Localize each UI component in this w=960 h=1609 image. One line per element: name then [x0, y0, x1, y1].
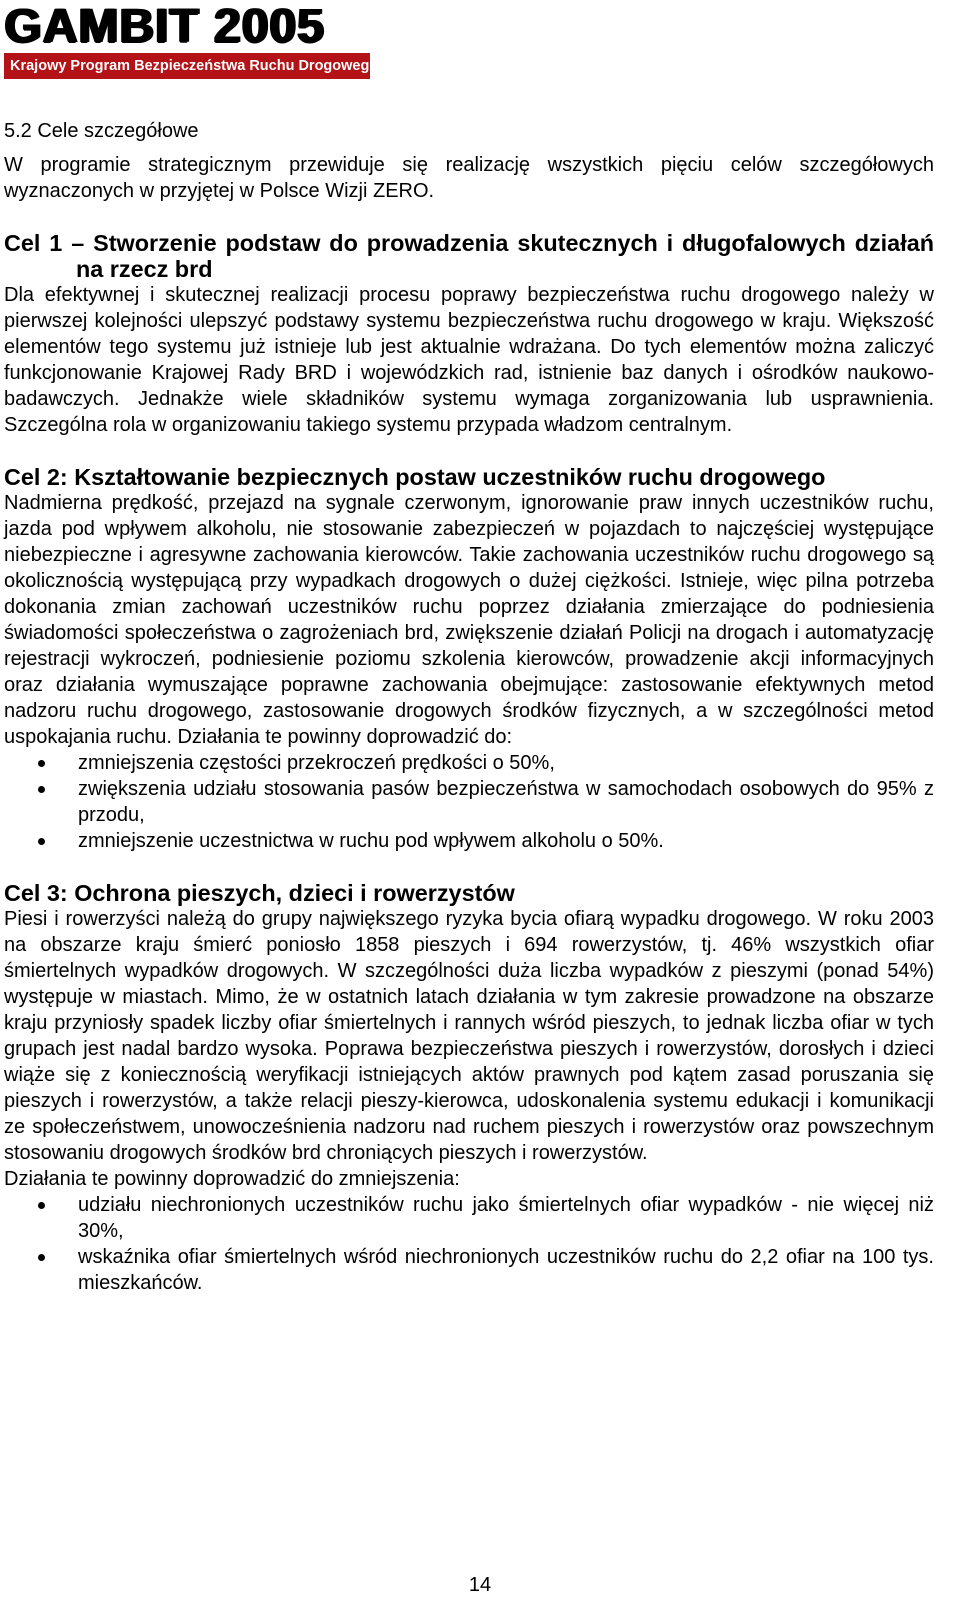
logo-subtitle: Krajowy Program Bezpieczeństwa Ruchu Drogowego: [4, 53, 370, 79]
spacer: [4, 854, 934, 880]
list-item-text: zmniejszenia częstości przekroczeń prędkości o 50%,: [78, 752, 555, 774]
goal-2-bullet-list: [4, 750, 934, 854]
list-item-text: zmniejszenie uczestnictwa w ruchu pod wpływem alkoholu o 50%.: [78, 830, 664, 852]
spacer: [4, 204, 934, 230]
list-item: [4, 1192, 934, 1244]
bullet-icon: [38, 838, 45, 845]
document-body: [4, 118, 934, 1296]
bullet-icon: [38, 786, 45, 793]
bullet-icon: [38, 1254, 45, 1261]
list-item-text: wskaźnika ofiar śmiertelnych wśród niechronionych uczestników ruchu do 2,2 ofiar na 100 tys. mieszkańców.: [78, 1246, 934, 1294]
goal-3-body: Piesi i rowerzyści należą do grupy największego ryzyka bycia ofiarą wypadku drogowego. W roku 2003 na obszarze kraju śmierć poniosło 1858 pieszych i 694 rowerzystów, tj. 46% wszystkich ofiar śmiertelnych wypadków drogowych. W szczególności duża liczba wypadków z pieszymi (ponad 54%) występuje w miastach. Mimo, że w ostatnich latach działania w tym zakresie prowadzone na obszarze kraju przyniosły spadek liczby ofiar śmiertelnych i rannych wśród pieszych, to jednak liczba ofiar w tych grupach jest nadal bardzo wysoka. Poprawa bezpieczeństwa pieszych i rowerzystów, dorosłych i dzieci wiąże się z koniecznością weryfikacji istniejących aktów prawnych pod kątem zasad poruszania się pieszych i rowerzystów, a także relacji pieszy-kierowca, udoskonalenia systemu edukacji i komunikacji ze społeczeństwem, unowocześnienia nadzoru nad ruchem pieszych i rowerzystów oraz powszechnym stosowaniu drogowych środków brd chroniących pieszych i rowerzystów.: [4, 908, 934, 1164]
list-item-text: udziału niechronionych uczestników ruchu jako śmiertelnych ofiar wypadków - nie więcej niż 30%,: [78, 1194, 934, 1242]
page-number: 14: [468, 1574, 492, 1596]
list-item: [4, 828, 934, 854]
section-title: 5.2 Cele szczegółowe: [4, 120, 199, 142]
goal-1-title: Cel 1 – Stworzenie podstaw do prowadzenia skutecznych i długofalowych działań na rzecz brd: [4, 230, 934, 282]
goal-2-title: Cel 2: Kształtowanie bezpiecznych postaw uczestników ruchu drogowego: [4, 464, 826, 490]
list-item-text: zwiększenia udziału stosowania pasów bezpieczeństwa w samochodach osobowych do 95% z przodu,: [78, 778, 934, 826]
list-item: [4, 1244, 934, 1296]
goal-3-lead: Działania te powinny doprowadzić do zmniejszenia:: [4, 1168, 460, 1190]
bullet-icon: [38, 1202, 45, 1209]
gambit-logo: [4, 0, 379, 80]
bullet-icon: [38, 760, 45, 767]
list-item: [4, 750, 934, 776]
logo-title: GAMBIT 2005: [4, 0, 325, 53]
goal-2-body: Nadmierna prędkość, przejazd na sygnale czerwonym, ignorowanie praw innych uczestników ruchu, jazda pod wpływem alkoholu, nie stosowanie zabezpieczeń w pojazdach to najczęściej występujące niebezpieczne i agresywne zachowania kierowców. Takie zachowania uczestników ruchu drogowego są okolicznością występującą przy wypadkach drogowych o dużej ciężkości. Istnieje, więc pilna potrzeba dokonania zmian zachowań uczestników ruchu poprzez działania zmierzające do podniesienia świadomości społeczeństwa o zagrożeniach brd, zwiększenie działań Policji na drogach i automatyzację rejestracji wykroczeń, podniesienie poziomu szkolenia kierowców, prowadzenie akcji informacyjnych oraz działania wymuszające poprawne zachowania obejmujące: zastosowanie efektywnych metod nadzoru ruchu drogowego, zastosowanie drogowych środków fizycznych, a w szczególności metod uspokajania ruchu. Działania te powinny doprowadzić do:: [4, 492, 934, 748]
spacer: [4, 438, 934, 464]
goal-3-bullet-list: [4, 1192, 934, 1296]
list-item: [4, 776, 934, 828]
section-intro: W programie strategicznym przewiduje się realizację wszystkich pięciu celów szczegółowych wyznaczonych w przyjętej w Polsce Wizji ZERO.: [4, 154, 934, 202]
goal-3-title: Cel 3: Ochrona pieszych, dzieci i rowerzystów: [4, 880, 515, 906]
goal-1-body: Dla efektywnej i skutecznej realizacji procesu poprawy bezpieczeństwa ruchu drogowego należy w pierwszej kolejności ulepszyć podstawy systemu bezpieczeństwa ruchu drogowego w kraju. Większość elementów tego systemu już istnieje lub jest aktualnie wdrażana. Do tych elementów można zaliczyć funkcjonowanie Krajowej Rady BRD i wojewódzkich rad, istnienie baz danych i ośrodków naukowo-badawczych. Jednakże wiele składników systemu wymaga zorganizowania lub usprawnienia. Szczególna rola w organizowaniu takiego systemu przypada władzom centralnym.: [4, 284, 934, 436]
